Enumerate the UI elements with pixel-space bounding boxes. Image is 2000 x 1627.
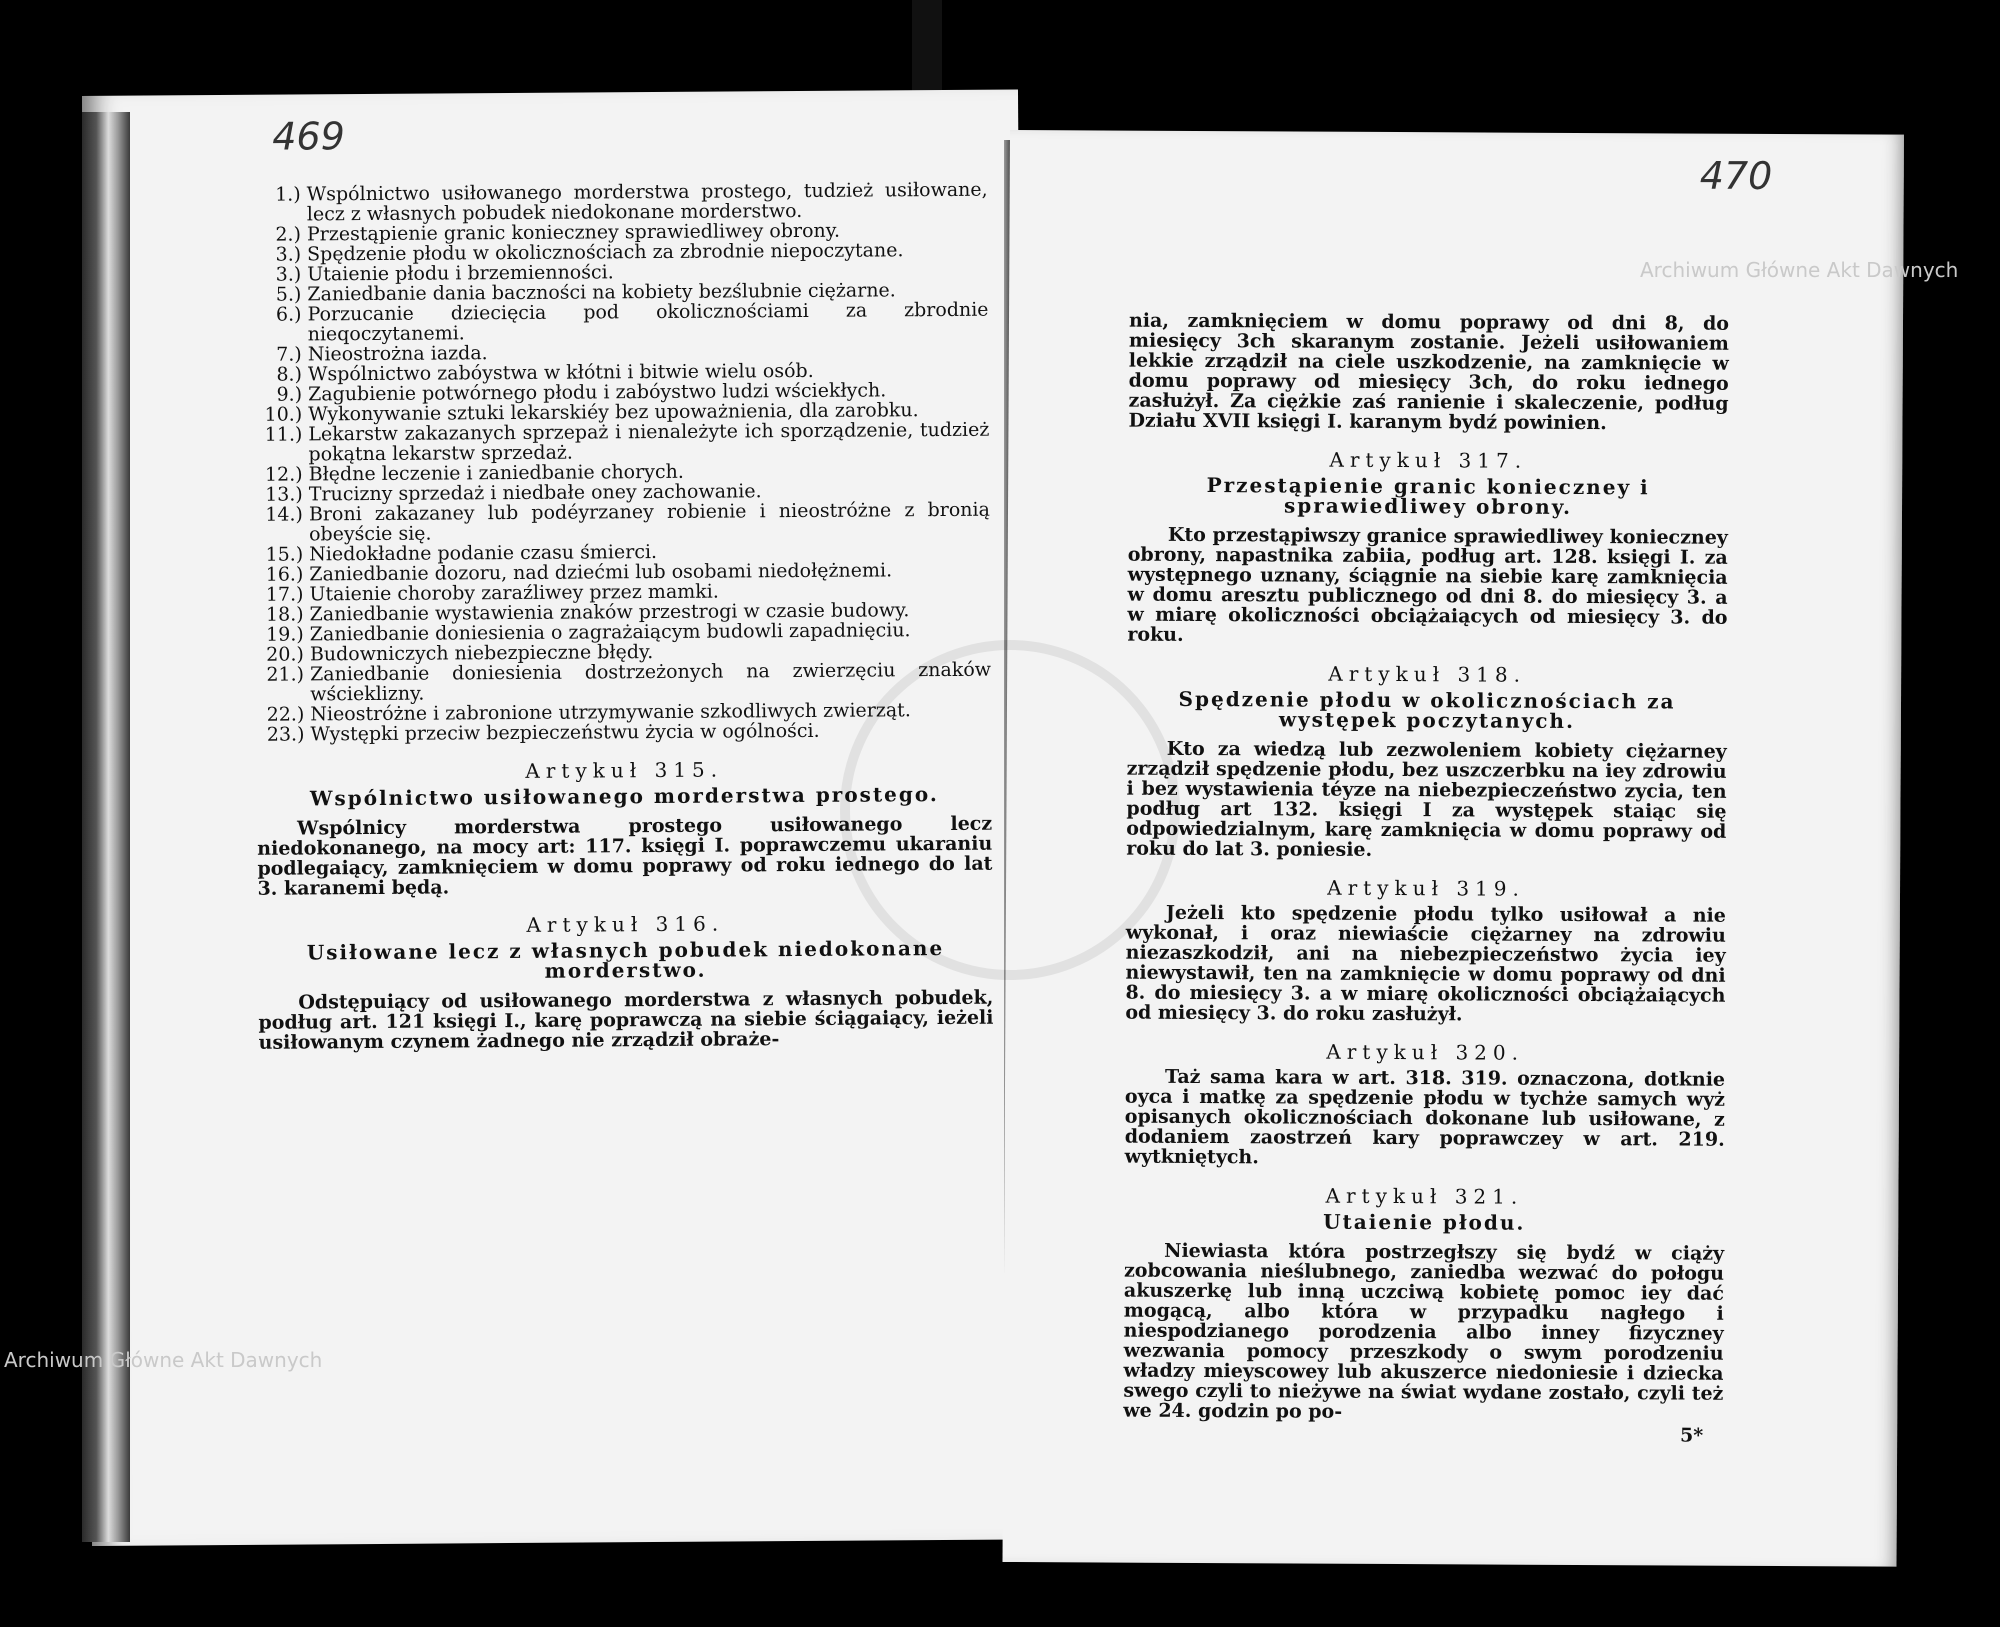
list-item (255, 500, 990, 545)
list-item-number: 11.) (264, 423, 303, 446)
right-page-text (1123, 311, 1729, 1446)
list-item-text: Wykonywanie sztuki lekarskiéy bez upoważnienia, dla zarobku. (308, 399, 919, 426)
art318-title: Spędzenie płodu w okolicznościach za występek poczytanych. (1178, 686, 1676, 733)
list-item-text: Nieostróżne i zabronione utrzymywanie szkodliwych zwierząt. (310, 699, 911, 726)
list-item-number: 1.) (275, 183, 301, 206)
art317-heading: Artykuł 317. (1329, 447, 1528, 473)
list-item-number: 22.) (266, 703, 305, 726)
list-item (253, 180, 988, 225)
art316-text: Odstępuiący od usiłowanego morderstwa z własnych pobudek, podług art. 121 księgi I., karę poprawczą na siebie ściągaiący, ieżeli usiłowanym czynem żadnego nie zrządził obraże- (258, 986, 994, 1054)
list-item-number: 14.) (265, 503, 304, 526)
left-page-number: 469 (272, 114, 345, 159)
art316-title: Usiłowane lecz z własnych pobudek niedokonane morderstwo. (306, 936, 945, 983)
list-item-text: Utaienie płodu i brzemienności. (307, 261, 614, 286)
list-item (254, 420, 989, 465)
list-item-number: 6.) (275, 303, 302, 326)
list-item-text: Zaniedbanie dozoru, nad dziećmi lub osobami niedołężnemi. (309, 559, 893, 586)
list-item-number: 21.) (266, 663, 305, 686)
art315-heading: Artykuł 315. (525, 757, 724, 783)
list-item-text: Wspólnictwo usiłowanego morderstwa prostego, tudzież usiłowane, lecz z własnych pobudek niedokonane morderstwo. (306, 178, 988, 226)
list-item-number: 8.) (276, 363, 303, 386)
list-item (253, 300, 988, 345)
right-page-number: 470 (1699, 153, 1773, 198)
list-item-number: 23.) (266, 723, 305, 746)
art317-text: Kto przestąpiwszy granice sprawiedliwey konieczney obrony, napastnika zabiia, podług art. 128. księgi I. za występnego uznany, ściągnie na siebie karę zamknięcia w domu aresztu publicznego od dni 8. do miesięcy 3. a w miarę okoliczności obciążaiących od miesięcy 3. do roku. (1127, 523, 1728, 646)
list-item-text: Lekarstw zakazanych sprzepaż i nienależyte ich sporządzenie, tudzież pokątna lekarstw sprzedaż. (308, 418, 990, 466)
art315-title: Wspólnictwo usiłowanego morderstwa prostego. (309, 782, 939, 811)
art321-text: Niewiasta która postrzegłszy się bydź w ciąży zobcowania nieślubnego, zaniedba wezwać do połogu akuszerkę lub inną uczciwą kobietę pomoc iey dać mogącą, albo która w przypadku nagłego i niespodzianego porodzenia albo inney fizyczney wezwania pomocy przeszkody o swym porodzeniu władzy mieyscowey lub akuszerce niedoniesie i dziecka swego czyli to nieżywe na świat wydane zostało, czyli też we 24. godzin po po- (1123, 1239, 1725, 1423)
art317-title: Przestąpienie granic konieczney i sprawiedliwey obrony. (1206, 473, 1650, 519)
list-item-text: Nieostrożna iazda. (307, 342, 488, 366)
art315-text: Wspólnicy morderstwa prostego usiłowanego lecz niedokonanego, na mocy art: 117. księgi I. poprawczemu ukaraniu podlegaiący, zamknięciem w domu poprawy od roku iednego do lat 3. karanemi będą. (257, 812, 993, 900)
list-item-text: Zaniedbanie dania baczności na kobiety bezślubnie ciężarne. (307, 279, 896, 306)
list-item-text: Błędne leczenie i zaniedbanie chorych. (308, 460, 684, 486)
list-item-text: Spędzenie płodu w okolicznościach za zbrodnie niepoczytane. (307, 239, 904, 266)
list-item-number: 16.) (265, 563, 304, 586)
art319-heading: Artykuł 319. (1327, 875, 1525, 901)
list-item-text: Przestąpienie granic konieczney sprawiedliwey obrony. (306, 219, 841, 246)
list-item-number: 7.) (276, 343, 302, 366)
list-item-number: 12.) (264, 463, 303, 486)
art321-title: Utaienie płodu. (1323, 1209, 1526, 1235)
list-item-text: Utaienie choroby zaraźliwey przez mamki. (309, 580, 719, 606)
art320-heading: Artykuł 320. (1326, 1039, 1525, 1065)
list-item-text: Zaniedbanie wystawienia znaków przestrogi w czasie budowy. (309, 599, 910, 626)
list-item-text: Broni zakazaney lub podéyrzaney robienie i nieostróżne z bronią obeyście się. (308, 498, 990, 546)
art318-text: Kto za wiedzą lub zezwoleniem kobiety ciężarney zrządził spędzenie płodu, bez uszczerbku na iey zdrowiu i bez wystawienia téyze na niebezpieczeństwo zycia, ten podług art 132. księgi I za występek staiąc się odpowiedzialnym, karę zamknięcia w domu poprawy od roku do lat 3. poniesie. (1126, 737, 1727, 861)
list-item-number: 19.) (266, 623, 304, 646)
list-item-number: 13.) (265, 483, 303, 506)
art319-text: Jeżeli kto spędzenie płodu tylko usiłował a nie wykonał, i oraz niewiaście ciężarney na zdrowiu niezaszkodził, ani na niebezpieczeństwo życia iey niewystawił, ten na zamknięcie w domu poprawy od dni 8. do miesięcy 3. a w miarę okoliczności obciążaiących od miesięcy 3. do roku zasłużył. (1125, 901, 1726, 1026)
list-item-number: 15.) (265, 543, 304, 566)
list-item-number: 3.) (275, 243, 302, 266)
list-item-number: 18.) (265, 603, 304, 626)
offence-list (253, 180, 992, 745)
list-item-text: Trucizny sprzedaż i niedbałe oney zachowanie. (308, 480, 762, 506)
list-item-text: Niedokładne podanie czasu śmierci. (309, 540, 658, 566)
book-binding-edge (82, 112, 130, 1542)
list-item-text: Zaniedbanie doniesienia o zagrażaiącym budowli zapadnięciu. (309, 619, 911, 646)
list-item-text: Zaniedbanie doniesienia dostrzeżonych na zwierzęciu znaków wścieklizny. (309, 658, 992, 706)
list-item-number: 2.) (275, 223, 302, 246)
list-item-number: 9.) (276, 383, 303, 406)
list-item-text: Porzucanie dziecięcia pod okolicznościami za zbrodnie nieqoczytanemi. (307, 298, 989, 346)
art321-heading: Artykuł 321. (1325, 1183, 1524, 1209)
list-item-number: 17.) (265, 583, 304, 606)
watermark-bottom-left: Archiwum Główne Akt Dawnych (4, 1348, 323, 1372)
list-item-text: Występki przeciw bezpieczeństwu życia w ogólności. (310, 719, 820, 746)
watermark-top-right: Archiwum Główne Akt Dawnych (1640, 258, 1959, 282)
art320-text: Taż sama kara w art. 318. 319. oznaczona, dotknie oyca i matkę za spędzenie płodu w tychże samych wyż opisanych okolicznościach dokonane lub usiłowane, z dodaniem zaostrzeń kary poprawczey w art. 219. wytkniętych. (1124, 1065, 1726, 1169)
list-item-text: Wspólnictwo zabóystwa w kłótni i bitwie wielu osób. (307, 359, 814, 386)
continuation-text: nia, zamknięciem w domu poprawy od dni 8, do miesięcy 3ch skaranym zostanie. Jeżeli usiłowaniem lekkie zrządził na ciele uszkodzenie, na zamknięcie w domu poprawy od miesięcy 3ch, do roku iednego zasłużył. Za ciężkie zaś ranienie i skaleczenie, podług Działu XVII księgi I. karanym bydź powinien. (1128, 309, 1730, 435)
list-item-text: Budowniczych niebezpieczne błędy. (309, 641, 654, 666)
signature-mark: 5* (1679, 1424, 1704, 1447)
list-item-text: Zagubienie potwórnego płodu i zabóystwo ludzi wściekłych. (308, 379, 887, 406)
list-item-number: 10.) (264, 403, 303, 426)
archive-stamp (840, 640, 1180, 980)
art316-heading: Artykuł 316. (526, 911, 725, 937)
list-item-number: 5.) (275, 283, 302, 306)
list-item-number: 3.) (275, 263, 302, 286)
art318-heading: Artykuł 318. (1328, 661, 1527, 687)
list-item-number: 20.) (266, 643, 304, 666)
